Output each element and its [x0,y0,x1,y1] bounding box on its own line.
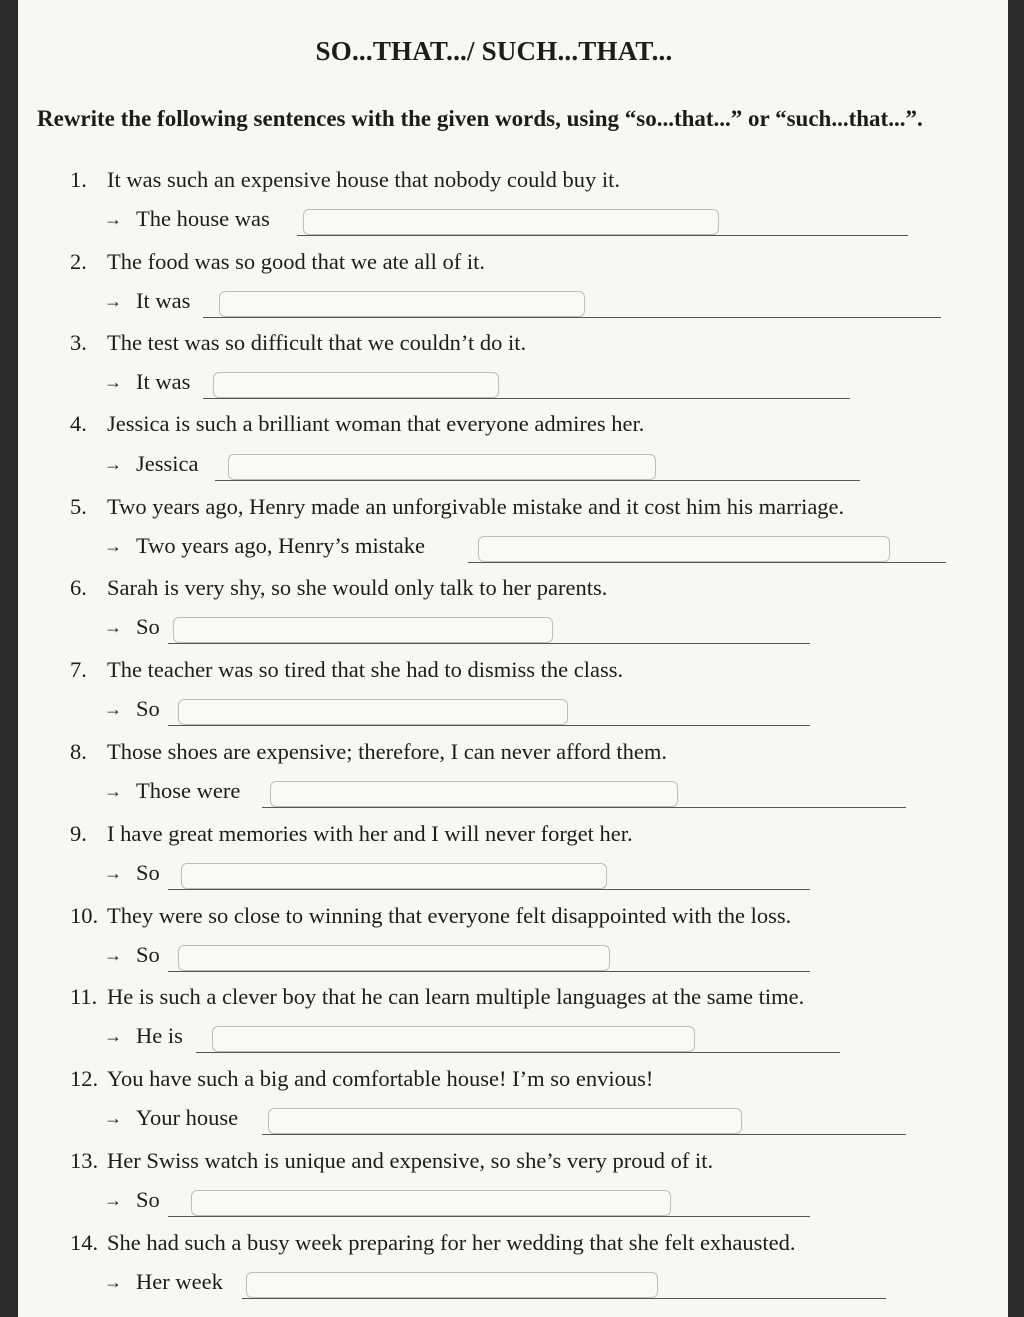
question-text: Sarah is very shy, so she would only talk to her parents. [107,575,608,600]
answer-input[interactable] [303,209,719,235]
arrow-icon: → [104,536,122,556]
question-text: She had such a busy week preparing for her wedding that she felt exhausted. [107,1230,796,1255]
answer-input[interactable] [178,945,610,971]
question-number: 6. [70,575,87,600]
answer-prompt: The house was [136,206,270,231]
answer-input[interactable] [173,617,553,643]
answer-prompt: Those were [136,778,241,803]
question-text: Jessica is such a brilliant woman that everyone admires her. [107,411,645,436]
answer-line [168,643,810,644]
answer-input[interactable] [181,863,607,889]
answer-input[interactable] [212,1026,695,1052]
answer-line [168,1216,810,1217]
answer-line [203,317,941,318]
arrow-icon: → [104,781,122,801]
answer-prompt: Her week [136,1269,223,1294]
question-text: Her Swiss watch is unique and expensive, so she’s very proud of it. [107,1148,714,1173]
answer-prompt: He is [136,1023,183,1048]
question-number: 8. [70,739,87,764]
question-text: You have such a big and comfortable house! I’m so envious! [107,1066,654,1091]
answer-prompt: So [136,614,160,639]
answer-line [215,480,860,481]
answer-input[interactable] [191,1190,671,1216]
answer-input[interactable] [270,781,678,807]
question-number: 4. [70,411,87,436]
arrow-icon: → [104,454,122,474]
question-text: The food was so good that we ate all of it. [107,249,486,274]
arrow-icon: → [104,1108,122,1128]
worksheet-title: SO...THAT.../ SUCH...THAT... [315,36,673,66]
answer-input[interactable] [213,372,499,398]
answer-line [168,725,810,726]
answer-line [196,1052,840,1053]
answer-prompt: So [136,1187,160,1212]
arrow-icon: → [104,1026,122,1046]
question-text: Those shoes are expensive; therefore, I can never afford them. [107,739,667,764]
answer-prompt: So [136,860,160,885]
question-text: It was such an expensive house that nobody could buy it. [107,167,621,192]
answer-line [297,235,908,236]
question-number: 13. [70,1148,99,1173]
question-text: He is such a clever boy that he can learn multiple languages at the same time. [107,984,805,1009]
question-text: The test was so difficult that we couldn’t do it. [107,330,527,355]
question-number: 2. [70,249,87,274]
question-text: The teacher was so tired that she had to dismiss the class. [107,657,624,682]
arrow-icon: → [104,209,122,229]
question-text: Two years ago, Henry made an unforgivable mistake and it cost him his marriage. [107,494,845,519]
arrow-icon: → [104,699,122,719]
answer-line [203,398,850,399]
answer-prompt: It was [136,288,191,313]
answer-line [168,889,810,890]
answer-line [242,1298,886,1299]
answer-prompt: Two years ago, Henry’s mistake [136,533,425,558]
question-text: I have great memories with her and I will never forget her. [107,821,633,846]
instructions: Rewrite the following sentences with the given words, using “so...that...” or “such...that...”. [37,106,923,131]
arrow-icon: → [104,291,122,311]
question-number: 7. [70,657,87,682]
answer-line [262,1134,906,1135]
question-number: 12. [70,1066,99,1091]
answer-prompt: Jessica [136,451,199,476]
answer-input[interactable] [178,699,568,725]
question-number: 9. [70,821,87,846]
arrow-icon: → [104,863,122,883]
arrow-icon: → [104,372,122,392]
answer-prompt: So [136,696,160,721]
answer-input[interactable] [219,291,585,317]
question-number: 3. [70,330,87,355]
arrow-icon: → [104,617,122,637]
arrow-icon: → [104,1190,122,1210]
question-number: 10. [70,903,99,928]
answer-input[interactable] [268,1108,742,1134]
answer-prompt: It was [136,369,191,394]
question-number: 14. [70,1230,99,1255]
answer-line [168,971,810,972]
arrow-icon: → [104,1272,122,1292]
question-number: 5. [70,494,87,519]
answer-input[interactable] [246,1272,658,1298]
arrow-icon: → [104,945,122,965]
answer-prompt: Your house [136,1105,239,1130]
answer-line [468,562,946,563]
question-number: 1. [70,167,87,192]
question-text: They were so close to winning that everyone felt disappointed with the loss. [107,903,792,928]
answer-line [262,807,906,808]
answer-prompt: So [136,942,160,967]
answer-input[interactable] [228,454,656,480]
question-number: 11. [70,984,98,1009]
answer-input[interactable] [478,536,890,562]
